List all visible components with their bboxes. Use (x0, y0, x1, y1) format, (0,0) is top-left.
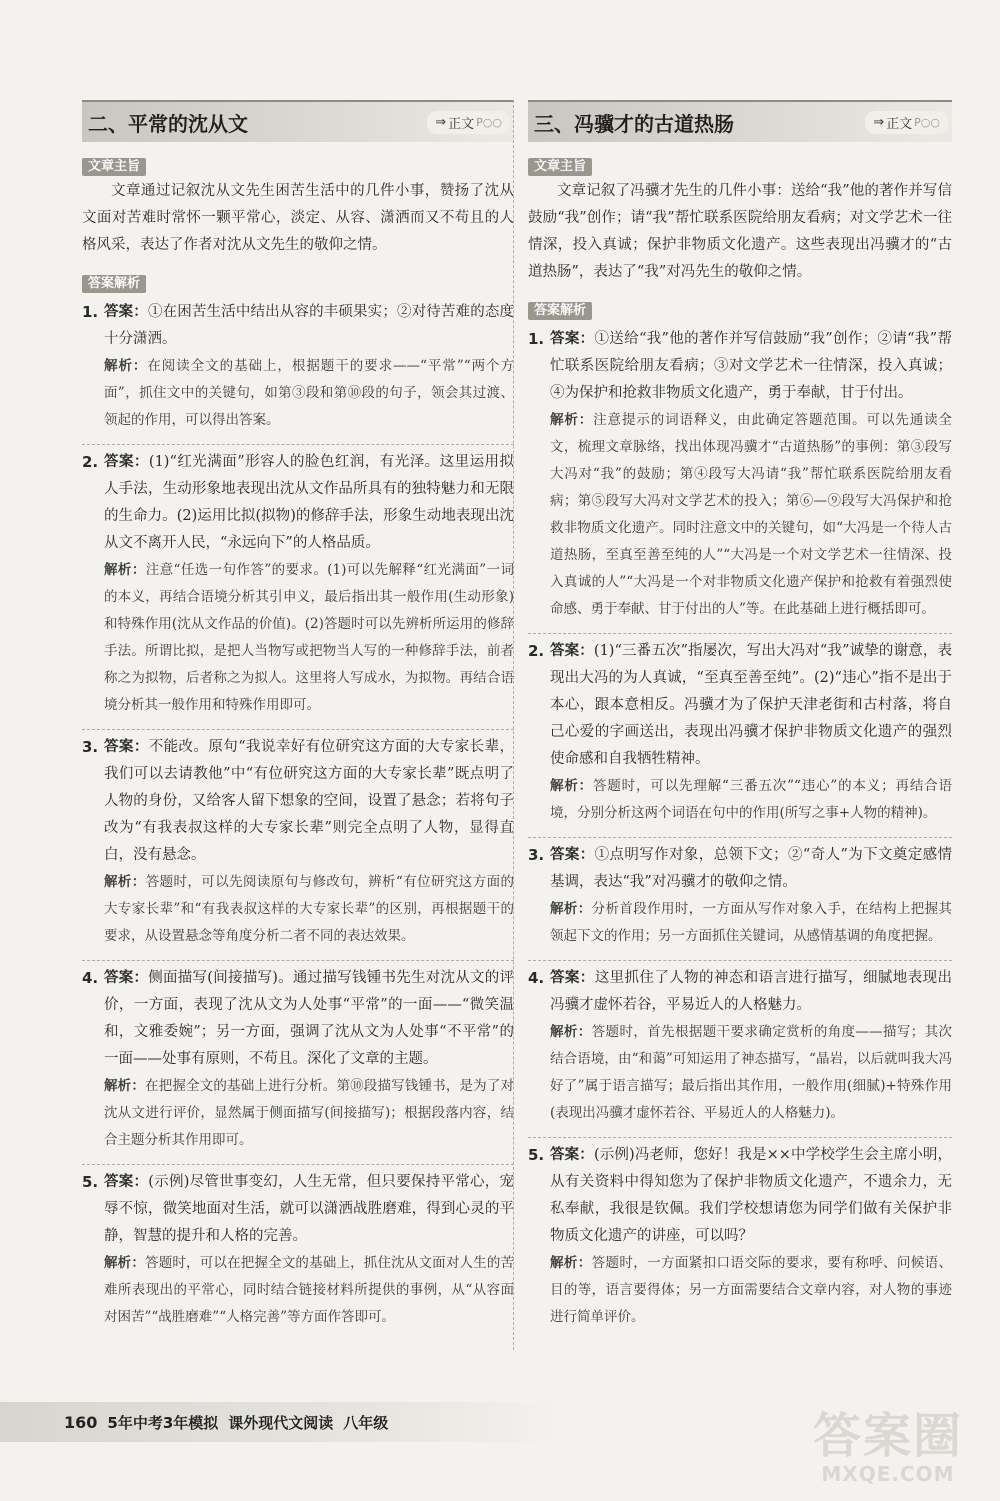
answer-item (82, 449, 514, 719)
answer-key: 答案： (550, 1147, 594, 1163)
watermark-text: 答案圈 (812, 1408, 963, 1464)
answer-content: (1)“三番五次”指屡次，写出大冯对“我”诚挚的谢意，表现出大冯的为人真诚，“至真至善至纯”。(2)“违心”指不是出于本心，跟本意相反。冯骥才为了保护天津老街和古村落，将自己心爱的字画送出，表现出冯骥才保护非物质文化遗产的强烈使命感和自我牺牲精神。 (550, 643, 952, 767)
explanation-key: 解析： (550, 1255, 592, 1271)
item-separator (82, 1164, 514, 1165)
explanation-key: 解析： (550, 412, 594, 428)
answer-key: 答案： (550, 643, 594, 659)
answer-item (528, 1142, 952, 1331)
item-separator (82, 960, 514, 961)
book-title: 5年中考3年模拟 (107, 1413, 219, 1432)
answer-key: 答案： (550, 970, 595, 986)
section-header-right (528, 100, 952, 142)
right-column (528, 100, 952, 1331)
answer-key: 答案： (104, 1174, 149, 1190)
explanation-content: 答题时，首先根据题干要求确定赏析的角度——描写；其次结合语境，由“和蔼”可知运用了神态描写，“晶岩，以后就叫我大冯好了”属于语言描写；最后指出其作用，一般作用(细腻)+特殊作用(表现出冯骥才虚怀若谷、平易近人的人格魅力)。 (550, 1024, 953, 1121)
answers-label: 答案解析 (528, 302, 592, 320)
answer-content: 侧面描写(间接描写)。通过描写钱锺书先生对沈从文的评价，一方面，表现了沈从文为人处事“平常”的一面——“微笑温和，文雅委婉”；另一方面，强调了沈从文为人处事“不平常”的一面——处事有原则，不苟且。深化了文章的主题。 (104, 970, 515, 1067)
answer-key: 答案： (550, 847, 595, 863)
arrow-icon: ⇒ (873, 114, 885, 130)
answer-item (528, 638, 952, 827)
item-number: 2. (82, 453, 99, 471)
answer-content: 这里抓住了人物的神态和语言进行描写，细腻地表现出冯骥才虚怀若谷，平易近人的人格魅力。 (550, 970, 953, 1013)
explanation-content: 注意提示的词语释义，由此确定答题范围。可以先通读全文，梳理文章脉络，找出体现冯骥才“古道热肠”的事例：第③段写大冯对“我”的鼓励；第④段写大冯请“我”帮忙联系医院给朋友看病；第⑤段写大冯对文学艺术的投入；第⑥—⑨段写大冯保护和抢救非物质文化遗产。同时注意文中的关键句，如“大冯是一个待人古道热肠，至真至善至纯的人”“大冯是一个对文学艺术一往情深、投入真诚的人”“大冯是一个对非物质文化遗产保护和抢救有着强烈使命感、勇于奉献、甘于付出的人”等。在此基础上进行概括即可。 (550, 412, 953, 617)
section-title: 三、冯骥才的古道热肠 (534, 111, 734, 136)
page-ref-label: 正文 (886, 116, 913, 132)
item-number: 5. (528, 1146, 545, 1164)
page-ref-tag (427, 111, 510, 134)
section-header-left (82, 100, 514, 142)
item-separator (528, 960, 952, 961)
explanation-text (550, 1250, 952, 1331)
item-number: 1. (82, 303, 99, 321)
explanation-text (550, 407, 952, 623)
answer-text (104, 965, 514, 1073)
explanation-content: 注意“任选一句作答”的要求。(1)可以先解释“红光满面”一词的本义，再结合语境分析其引申义，最后指出其一般作用(生动形象)和特殊作用(沈从文作品的价值)。(2)答题时可以先辨析所运用的修辞手法。所谓比拟，是把人当物写或把物当人写的一种修辞手法，前者称之为拟物，后者称之为拟人。这里将人写成水，为拟物。再结合语境分析其一般作用和特殊作用即可。 (104, 562, 515, 713)
explanation-content: 分析首段作用时，一方面从写作对象入手，在结构上把握其领起下文的作用；另一方面抓住关键词，从感情基调的角度把握。 (550, 901, 952, 944)
explanation-text (550, 896, 952, 950)
answer-item (528, 842, 952, 950)
explanation-content: 答题时，一方面紧扣口语交际的要求，要有称呼、问候语、目的等，语言要得体；另一方面需要结合文章内容，对人物的事迹进行简单评价。 (550, 1255, 952, 1325)
answer-list (82, 299, 514, 1331)
answer-item (528, 965, 952, 1127)
summary-label: 文章主旨 (528, 158, 592, 176)
answer-key: 答案： (104, 739, 149, 755)
item-separator (82, 444, 514, 445)
explanation-text (104, 1250, 514, 1331)
explanation-key: 解析： (550, 778, 594, 794)
explanation-key: 解析： (550, 901, 592, 917)
explanation-content: 答题时，可以先阅读原句与修改句，辨析“有位研究这方面的大专家长辈”和“有我表叔这样的大专家长辈”的区别，再根据题干的要求，从设置悬念等角度分析二者不同的表达效果。 (104, 874, 514, 944)
section-title: 二、平常的沈从文 (88, 111, 248, 136)
answer-key: 答案： (104, 970, 149, 986)
explanation-content: 答题时，可以在把握全文的基础上，抓住沈从文面对人生的苦难所表现出的平常心，同时结合链接材料所提供的事例，从“从容面对困苦”“战胜磨难”“人格完善”等方面作答即可。 (104, 1255, 515, 1325)
answer-content: ①在困苦生活中结出从容的丰硕果实；②对待苦难的态度十分潇洒。 (104, 304, 515, 347)
summary-text: 文章通过记叙沈从文先生困苦生活中的几件小事，赞扬了沈从文面对苦难时常怀一颗平常心，淡定、从容、潇洒而又不苟且的人格风采，表达了作者对沈从文先生的敬仰之情。 (82, 183, 514, 253)
explanation-key: 解析： (104, 358, 148, 374)
answer-content: 不能改。原句“我说幸好有位研究这方面的大专家长辈，我们可以去请教他”中“有位研究这方面的大专家长辈”既点明了人物的身份，又给客人留下想象的空间，设置了悬念；若将句子改为“有我表叔这样的大专家长辈”则完全点明了人物，显得直白，没有悬念。 (104, 739, 514, 863)
answer-content: ①点明写作对象，总领下文；②“奇人”为下文奠定感情基调，表达“我”对冯骥才的敬仰之情。 (550, 847, 953, 890)
answer-item (82, 299, 514, 434)
explanation-key: 解析： (104, 562, 146, 578)
answer-key: 答案： (550, 331, 595, 347)
explanation-key: 解析： (550, 1024, 592, 1040)
page-number: 160 (64, 1412, 98, 1432)
answer-text (104, 734, 514, 869)
explanation-text (550, 773, 952, 827)
item-separator (82, 729, 514, 730)
item-separator (528, 633, 952, 634)
answer-text (104, 299, 514, 353)
answer-content: (1)“红光满面”形容人的脸色红润，有光泽。这里运用拟人手法，生动形象地表现出沈从文作品所具有的独特魅力和无限的生命力。(2)运用比拟(拟物)的修辞手法，形象生动地表现出沈从文不离开人民，“永远向下”的人格品质。 (104, 454, 514, 551)
item-number: 3. (82, 738, 99, 756)
item-number: 4. (528, 969, 545, 987)
answer-text (550, 965, 952, 1019)
answer-list (528, 326, 952, 1331)
explanation-text (104, 869, 514, 950)
book-grade: 八年级 (343, 1413, 389, 1432)
watermark (798, 1398, 978, 1498)
explanation-content: 在阅读全文的基础上，根据题干的要求——“平常”“两个方面”，抓住文中的关键句，如第③段和第⑩段的句子，领会其过渡、领起的作用，可以得出答案。 (104, 358, 514, 428)
answer-item (528, 326, 952, 623)
book-subject: 课外现代文阅读 (228, 1413, 334, 1432)
item-number: 3. (528, 846, 545, 864)
answers-label: 答案解析 (82, 275, 146, 293)
explanation-content: 答题时，可以先理解“三番五次”“违心”的本义；再结合语境，分别分析这两个词语在句中的作用(所写之事+人物的精神)。 (550, 778, 953, 821)
page-ref-number: P○○ (476, 115, 502, 129)
explanation-text (104, 1073, 514, 1154)
answer-item (82, 965, 514, 1154)
answer-text (550, 1142, 952, 1250)
answer-key: 答案： (104, 304, 148, 320)
answer-text (104, 449, 514, 557)
page-ref-tag (865, 111, 948, 134)
answer-text (550, 638, 952, 773)
explanation-text (104, 557, 514, 719)
item-number: 2. (528, 642, 545, 660)
explanation-text (104, 353, 514, 434)
column-divider (513, 100, 514, 1350)
watermark-url: MXQE.COM (821, 1462, 955, 1486)
item-separator (528, 1137, 952, 1138)
explanation-key: 解析： (104, 1078, 146, 1094)
left-column (82, 100, 514, 1331)
item-number: 1. (528, 330, 545, 348)
arrow-icon: ⇒ (435, 114, 447, 130)
answer-content: (示例)尽管世事变幻，人生无常，但只要保持平常心，宠辱不惊，微笑地面对生活，就可以潇洒战胜磨难，得到心灵的平静，智慧的提升和人格的完善。 (104, 1174, 515, 1244)
item-number: 4. (82, 969, 99, 987)
item-number: 5. (82, 1173, 99, 1191)
summary-label: 文章主旨 (82, 158, 146, 176)
page-footer (0, 1402, 560, 1442)
explanation-text (550, 1019, 952, 1127)
page-ref-label: 正文 (448, 116, 475, 132)
answer-item (82, 734, 514, 950)
answer-text (550, 326, 952, 407)
answer-content: (示例)冯老师，您好！我是××中学校学生会主席小明，从有关资料中得知您为了保护非物质文化遗产，不遗余力，无私奉献，我很是钦佩。我们学校想请您为同学们做有关保护非物质文化遗产的讲座，可以吗？ (550, 1147, 952, 1244)
summary-text: 文章记叙了冯骥才先生的几件小事：送给“我”他的著作并写信鼓励“我”创作；请“我”帮忙联系医院给朋友看病；对文学艺术一往情深，投入真诚；保护非物质文化遗产。这些表现出冯骥才的“古道热肠”，表达了“我”对冯先生的敬仰之情。 (528, 183, 952, 280)
explanation-content: 在把握全文的基础上进行分析。第⑩段描写钱锺书，是为了对沈从文进行评价，显然属于侧面描写(间接描写)；根据段落内容，结合主题分析其作用即可。 (104, 1078, 515, 1148)
item-separator (528, 837, 952, 838)
answer-content: ①送给“我”他的著作并写信鼓励“我”创作；②请“我”帮忙联系医院给朋友看病；③对文学艺术一往情深，投入真诚；④为保护和抢救非物质文化遗产，勇于奉献，甘于付出。 (550, 331, 952, 401)
answer-text (104, 1169, 514, 1250)
answer-key: 答案： (104, 454, 149, 470)
page-ref-number: P○○ (914, 115, 940, 129)
answer-text (550, 842, 952, 896)
answer-item (82, 1169, 514, 1331)
explanation-key: 解析： (104, 874, 146, 890)
explanation-key: 解析： (104, 1255, 146, 1271)
